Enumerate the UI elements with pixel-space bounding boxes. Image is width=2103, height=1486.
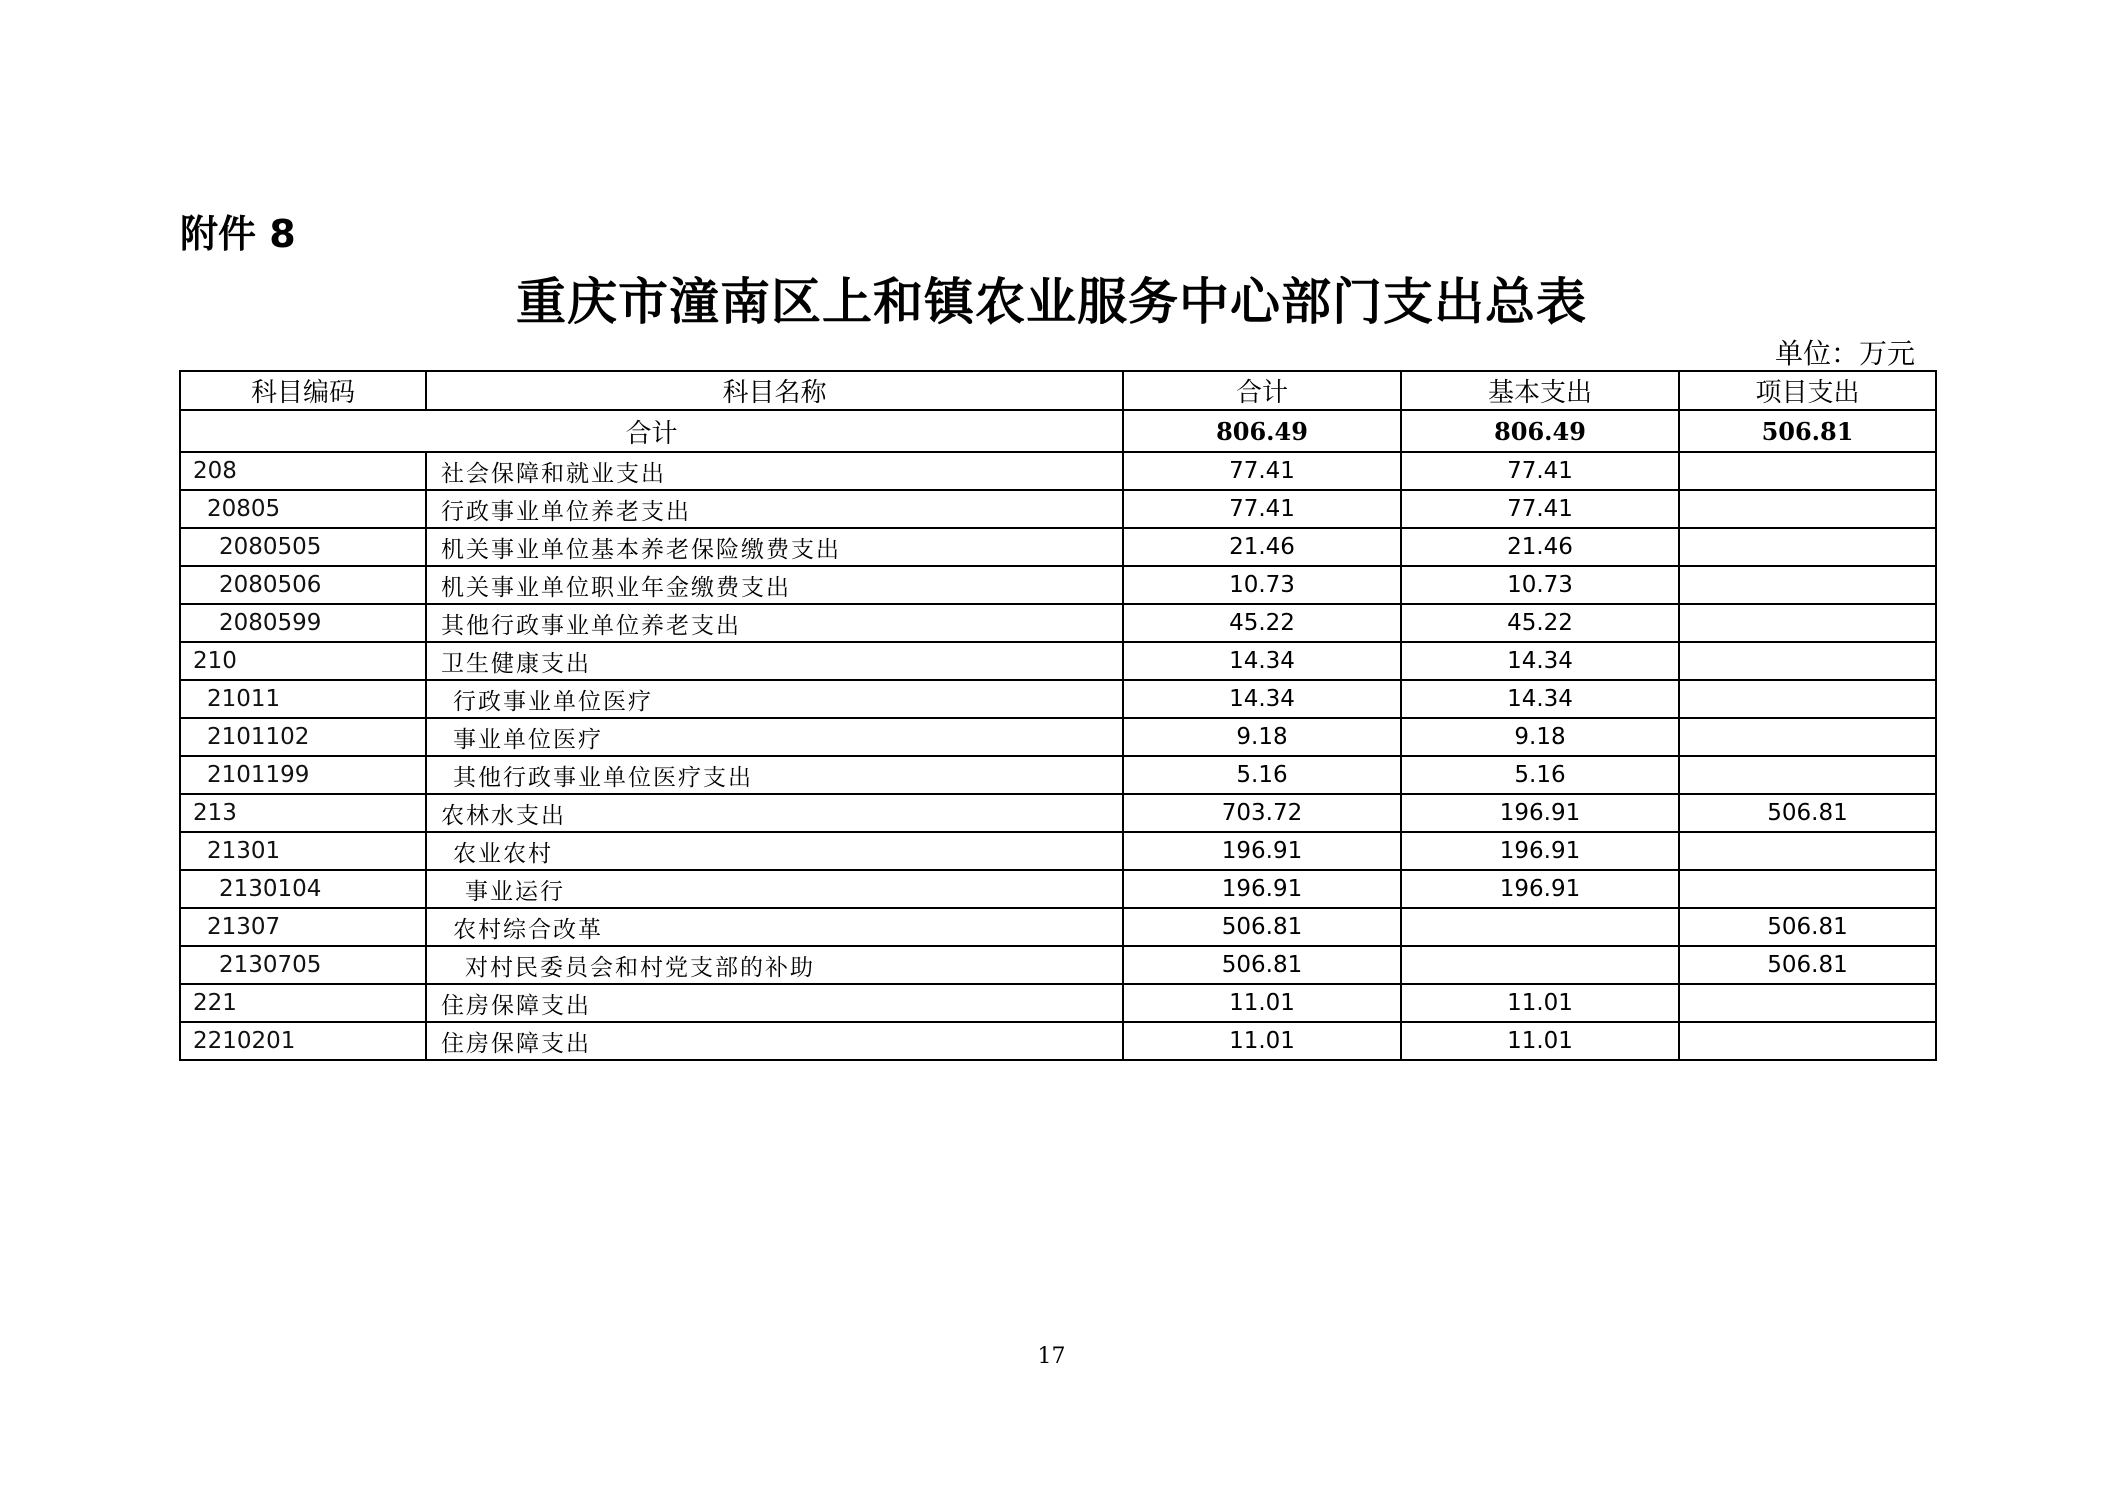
row-basic — [1401, 946, 1679, 984]
table-row — [180, 870, 1936, 908]
total-row — [180, 410, 1936, 452]
row-total: 506.81 — [1123, 908, 1401, 946]
table-row — [180, 642, 1936, 680]
header-name: 科目名称 — [426, 371, 1123, 410]
row-basic: 196.91 — [1401, 870, 1679, 908]
row-code: 2130104 — [180, 870, 426, 908]
table-row — [180, 946, 1936, 984]
row-name: 行政事业单位医疗 — [426, 680, 1123, 718]
table-row — [180, 604, 1936, 642]
document-title: 重庆市潼南区上和镇农业服务中心部门支出总表 — [516, 272, 1587, 331]
row-total: 77.41 — [1123, 452, 1401, 490]
row-project — [1679, 1022, 1936, 1060]
row-basic: 14.34 — [1401, 642, 1679, 680]
row-code: 208 — [180, 452, 426, 490]
row-name: 社会保障和就业支出 — [426, 452, 1123, 490]
row-project — [1679, 984, 1936, 1022]
row-name: 住房保障支出 — [426, 1022, 1123, 1060]
row-project: 506.81 — [1679, 908, 1936, 946]
row-total: 77.41 — [1123, 490, 1401, 528]
row-total: 196.91 — [1123, 832, 1401, 870]
row-name: 对村民委员会和村党支部的补助 — [426, 946, 1123, 984]
row-name: 农村综合改革 — [426, 908, 1123, 946]
row-basic: 45.22 — [1401, 604, 1679, 642]
row-code: 21301 — [180, 832, 426, 870]
total-project: 506.81 — [1679, 410, 1936, 452]
row-name: 其他行政事业单位养老支出 — [426, 604, 1123, 642]
row-code: 2080599 — [180, 604, 426, 642]
row-basic: 21.46 — [1401, 528, 1679, 566]
row-name: 农业农村 — [426, 832, 1123, 870]
row-code: 21011 — [180, 680, 426, 718]
row-code: 2080505 — [180, 528, 426, 566]
row-project — [1679, 490, 1936, 528]
table-row — [180, 908, 1936, 946]
row-project — [1679, 870, 1936, 908]
row-project — [1679, 604, 1936, 642]
row-name: 农林水支出 — [426, 794, 1123, 832]
row-project — [1679, 452, 1936, 490]
row-name: 住房保障支出 — [426, 984, 1123, 1022]
row-project — [1679, 756, 1936, 794]
table-row — [180, 1022, 1936, 1060]
table-row — [180, 832, 1936, 870]
row-code: 21307 — [180, 908, 426, 946]
row-name: 卫生健康支出 — [426, 642, 1123, 680]
row-basic: 196.91 — [1401, 832, 1679, 870]
row-code: 2130705 — [180, 946, 426, 984]
table-row — [180, 566, 1936, 604]
table-row — [180, 984, 1936, 1022]
row-total: 14.34 — [1123, 642, 1401, 680]
header-project: 项目支出 — [1679, 371, 1936, 410]
row-project — [1679, 832, 1936, 870]
row-project — [1679, 642, 1936, 680]
row-total: 506.81 — [1123, 946, 1401, 984]
row-project: 506.81 — [1679, 794, 1936, 832]
row-total: 21.46 — [1123, 528, 1401, 566]
table-row — [180, 756, 1936, 794]
row-total: 5.16 — [1123, 756, 1401, 794]
row-total: 703.72 — [1123, 794, 1401, 832]
row-basic: 9.18 — [1401, 718, 1679, 756]
table-row — [180, 718, 1936, 756]
row-total: 11.01 — [1123, 1022, 1401, 1060]
total-sum: 806.49 — [1123, 410, 1401, 452]
row-total: 196.91 — [1123, 870, 1401, 908]
page-number: 17 — [1037, 1344, 1066, 1369]
row-code: 2210201 — [180, 1022, 426, 1060]
total-label: 合计 — [180, 410, 1123, 452]
header-total: 合计 — [1123, 371, 1401, 410]
row-code: 213 — [180, 794, 426, 832]
row-name: 机关事业单位基本养老保险缴费支出 — [426, 528, 1123, 566]
row-basic: 14.34 — [1401, 680, 1679, 718]
row-total: 9.18 — [1123, 718, 1401, 756]
row-basic: 196.91 — [1401, 794, 1679, 832]
row-project — [1679, 566, 1936, 604]
row-code: 20805 — [180, 490, 426, 528]
expenditure-table — [179, 370, 1937, 1061]
row-basic: 11.01 — [1401, 984, 1679, 1022]
row-code: 2101199 — [180, 756, 426, 794]
row-basic: 5.16 — [1401, 756, 1679, 794]
row-name: 事业单位医疗 — [426, 718, 1123, 756]
table-row — [180, 452, 1936, 490]
unit-label: 单位：万元 — [1774, 337, 1915, 370]
row-total: 14.34 — [1123, 680, 1401, 718]
row-code: 210 — [180, 642, 426, 680]
row-name: 事业运行 — [426, 870, 1123, 908]
row-code: 221 — [180, 984, 426, 1022]
table-header-row — [180, 371, 1936, 410]
table-row — [180, 490, 1936, 528]
row-basic: 77.41 — [1401, 452, 1679, 490]
header-code: 科目编码 — [180, 371, 426, 410]
table-row — [180, 794, 1936, 832]
row-name: 其他行政事业单位医疗支出 — [426, 756, 1123, 794]
row-total: 45.22 — [1123, 604, 1401, 642]
row-total: 10.73 — [1123, 566, 1401, 604]
row-code: 2101102 — [180, 718, 426, 756]
row-project: 506.81 — [1679, 946, 1936, 984]
row-name: 机关事业单位职业年金缴费支出 — [426, 566, 1123, 604]
row-project — [1679, 528, 1936, 566]
row-basic: 77.41 — [1401, 490, 1679, 528]
row-basic: 11.01 — [1401, 1022, 1679, 1060]
row-name: 行政事业单位养老支出 — [426, 490, 1123, 528]
row-basic — [1401, 908, 1679, 946]
row-total: 11.01 — [1123, 984, 1401, 1022]
row-project — [1679, 680, 1936, 718]
table-row — [180, 528, 1936, 566]
table-row — [180, 680, 1936, 718]
total-basic: 806.49 — [1401, 410, 1679, 452]
attachment-label: 附件 8 — [180, 212, 296, 256]
header-basic: 基本支出 — [1401, 371, 1679, 410]
row-code: 2080506 — [180, 566, 426, 604]
row-project — [1679, 718, 1936, 756]
row-basic: 10.73 — [1401, 566, 1679, 604]
